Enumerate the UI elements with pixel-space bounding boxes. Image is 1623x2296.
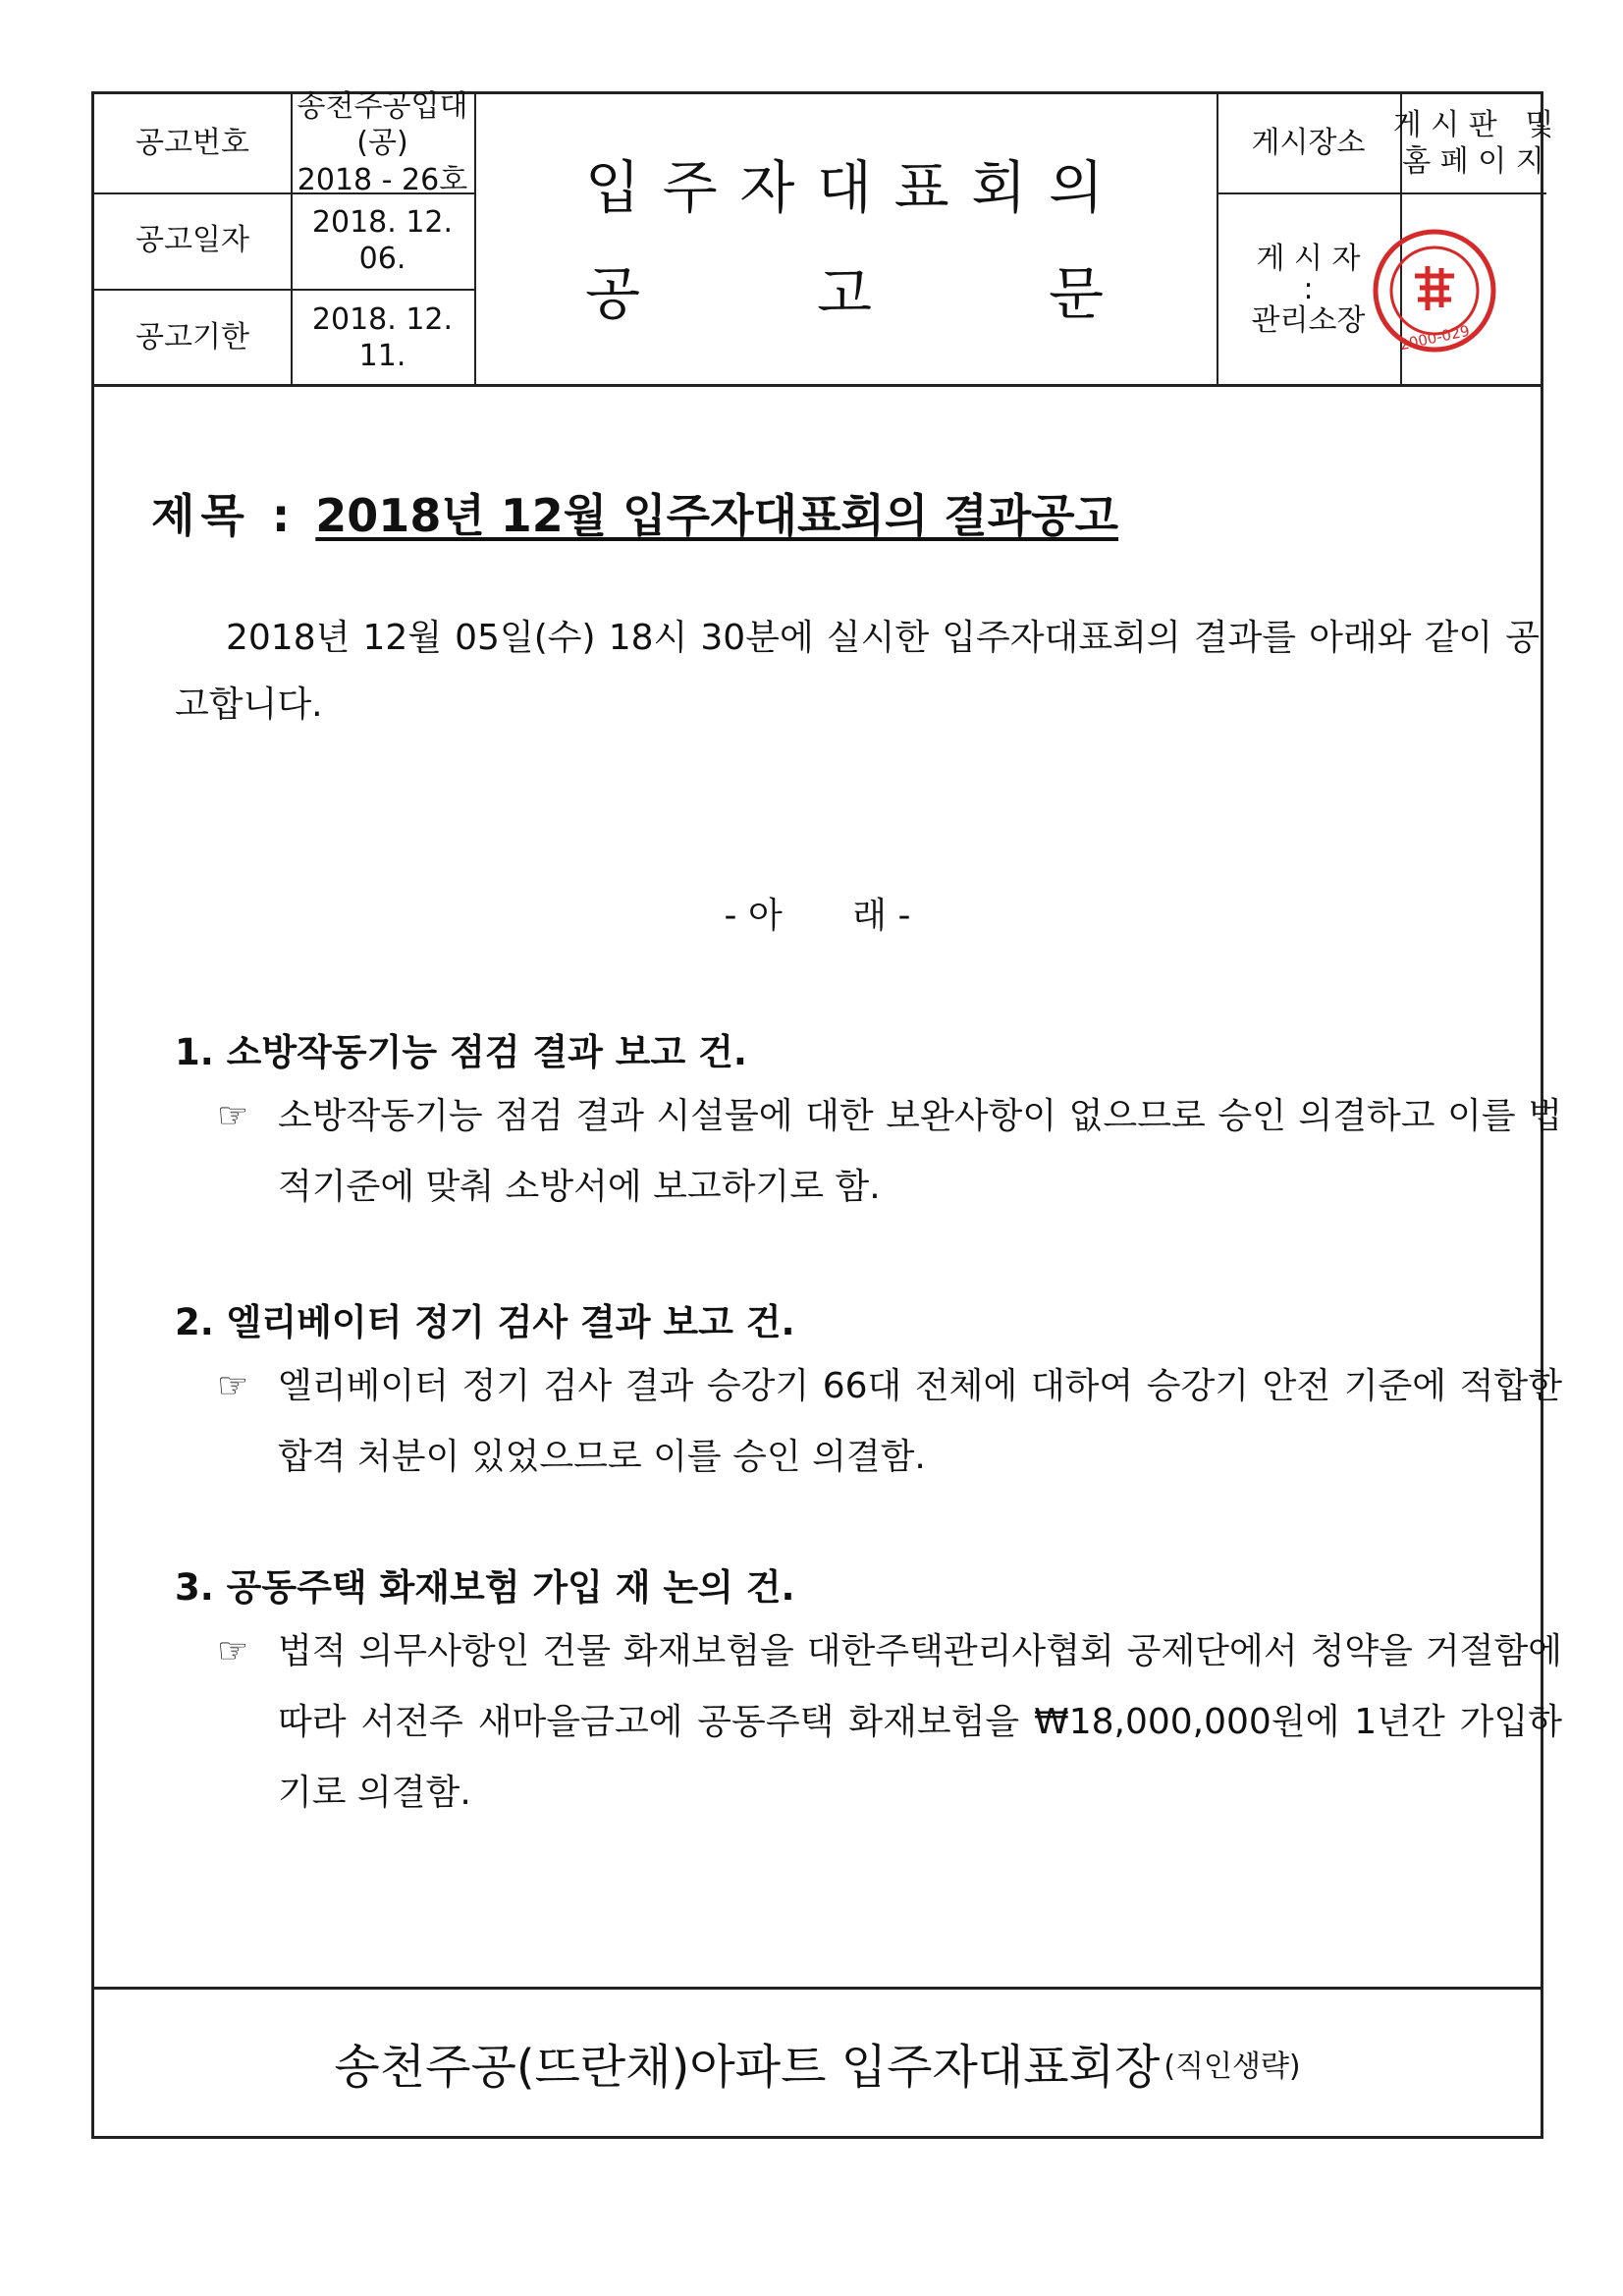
subject-label: 제목 : [151,489,297,542]
title-char: 고 [816,260,875,327]
notice-period-value: 2018. 12. 11. [311,301,454,373]
header-table [94,88,1554,387]
item-body [217,1351,1562,1493]
title-char: 의 [1048,154,1106,221]
item-text: 엘리베이터 정기 검사 결과 승강기 66대 전체에 대하여 승강기 안전 기준에 적합한 합격 처분이 있었으므로 이를 승인 의결함. [278,1366,1562,1477]
item-text: 법적 의무사항인 건물 화재보험을 대한주택관리사협회 공제단에서 청약을 거절함에 따라 서전주 새마을금고에 공동주택 화재보험을 ₩18,000,000원에 1년간 가입하기로 의결함. [278,1631,1562,1813]
poster-line1: 게 시 자 [1256,241,1361,276]
subject-title: 2018년 12월 입주자대표회의 결과공고 [315,489,1119,542]
title-char: 주 [662,154,720,221]
item-body [217,1616,1562,1829]
posting-place-value [1392,94,1554,192]
notice-period-label: 공고기한 [135,320,249,355]
title-char: 문 [1048,260,1106,327]
footer-seal-note: (직인생략) [1163,2049,1301,2084]
seal-number: 2000-029 [1398,321,1472,355]
title-char: 회 [971,154,1029,221]
subject-line [151,480,1118,545]
posting-place-line2: 홈 페 이 지 [1402,144,1544,179]
official-seal-icon [1371,227,1498,355]
below-marker-right: 래 - [852,896,911,936]
footer-signer: 송천주공(뜨란채)아파트 입주자대표회장 [334,2040,1161,2095]
poster-line3: 관리소장 [1251,302,1366,338]
title-line-1 [585,141,1106,224]
item-heading: 1. 소방작동기능 점검 결과 보고 건. [175,1031,747,1073]
notice-no-label: 공고번호 [135,126,249,161]
poster-line2: : [1303,272,1314,307]
item-heading: 3. 공동주택 화재보험 가입 재 논의 건. [175,1566,795,1609]
notice-date-label: 공고일자 [135,223,249,258]
below-marker [94,888,1541,938]
notice-frame [91,88,1562,2139]
pointing-hand-icon: ☞ [217,1366,249,1406]
item-body [217,1081,1562,1223]
title-line-2 [585,247,1106,330]
notice-no-line2: 2018 - 26호 [297,162,468,197]
title-char: 자 [739,154,797,221]
notice-date-value: 2018. 12. 06. [311,204,454,276]
notice-no-line1: 송천주공입대(공) [297,88,468,161]
notice-no-value [291,88,474,197]
divider [474,94,476,384]
intro-paragraph: 2018년 12월 05일(수) 18시 30분에 실시한 입주자대표회의 결과를 아래와 같이 공고합니다. [175,618,1540,725]
below-marker-left: - 아 [724,896,783,936]
title-char: 입 [585,154,643,221]
pointing-hand-icon: ☞ [217,1631,249,1671]
document-title [585,141,1106,330]
footer-signature [94,1987,1541,2136]
posting-place-line1: 게 시 판 및 [1392,107,1554,142]
pointing-hand-icon: ☞ [217,1096,249,1136]
posting-place-label: 게시장소 [1251,126,1366,161]
item-text: 소방작동기능 점검 결과 시설물에 대한 보완사항이 없으므로 승인 의결하고 이를 법적기준에 맞춰 소방서에 보고하기로 함. [278,1096,1562,1207]
title-char: 표 [893,154,951,221]
title-char: 대 [816,154,874,221]
item-heading: 2. 엘리베이터 정기 검사 결과 보고 건. [175,1301,795,1343]
title-char: 공 [585,260,643,327]
